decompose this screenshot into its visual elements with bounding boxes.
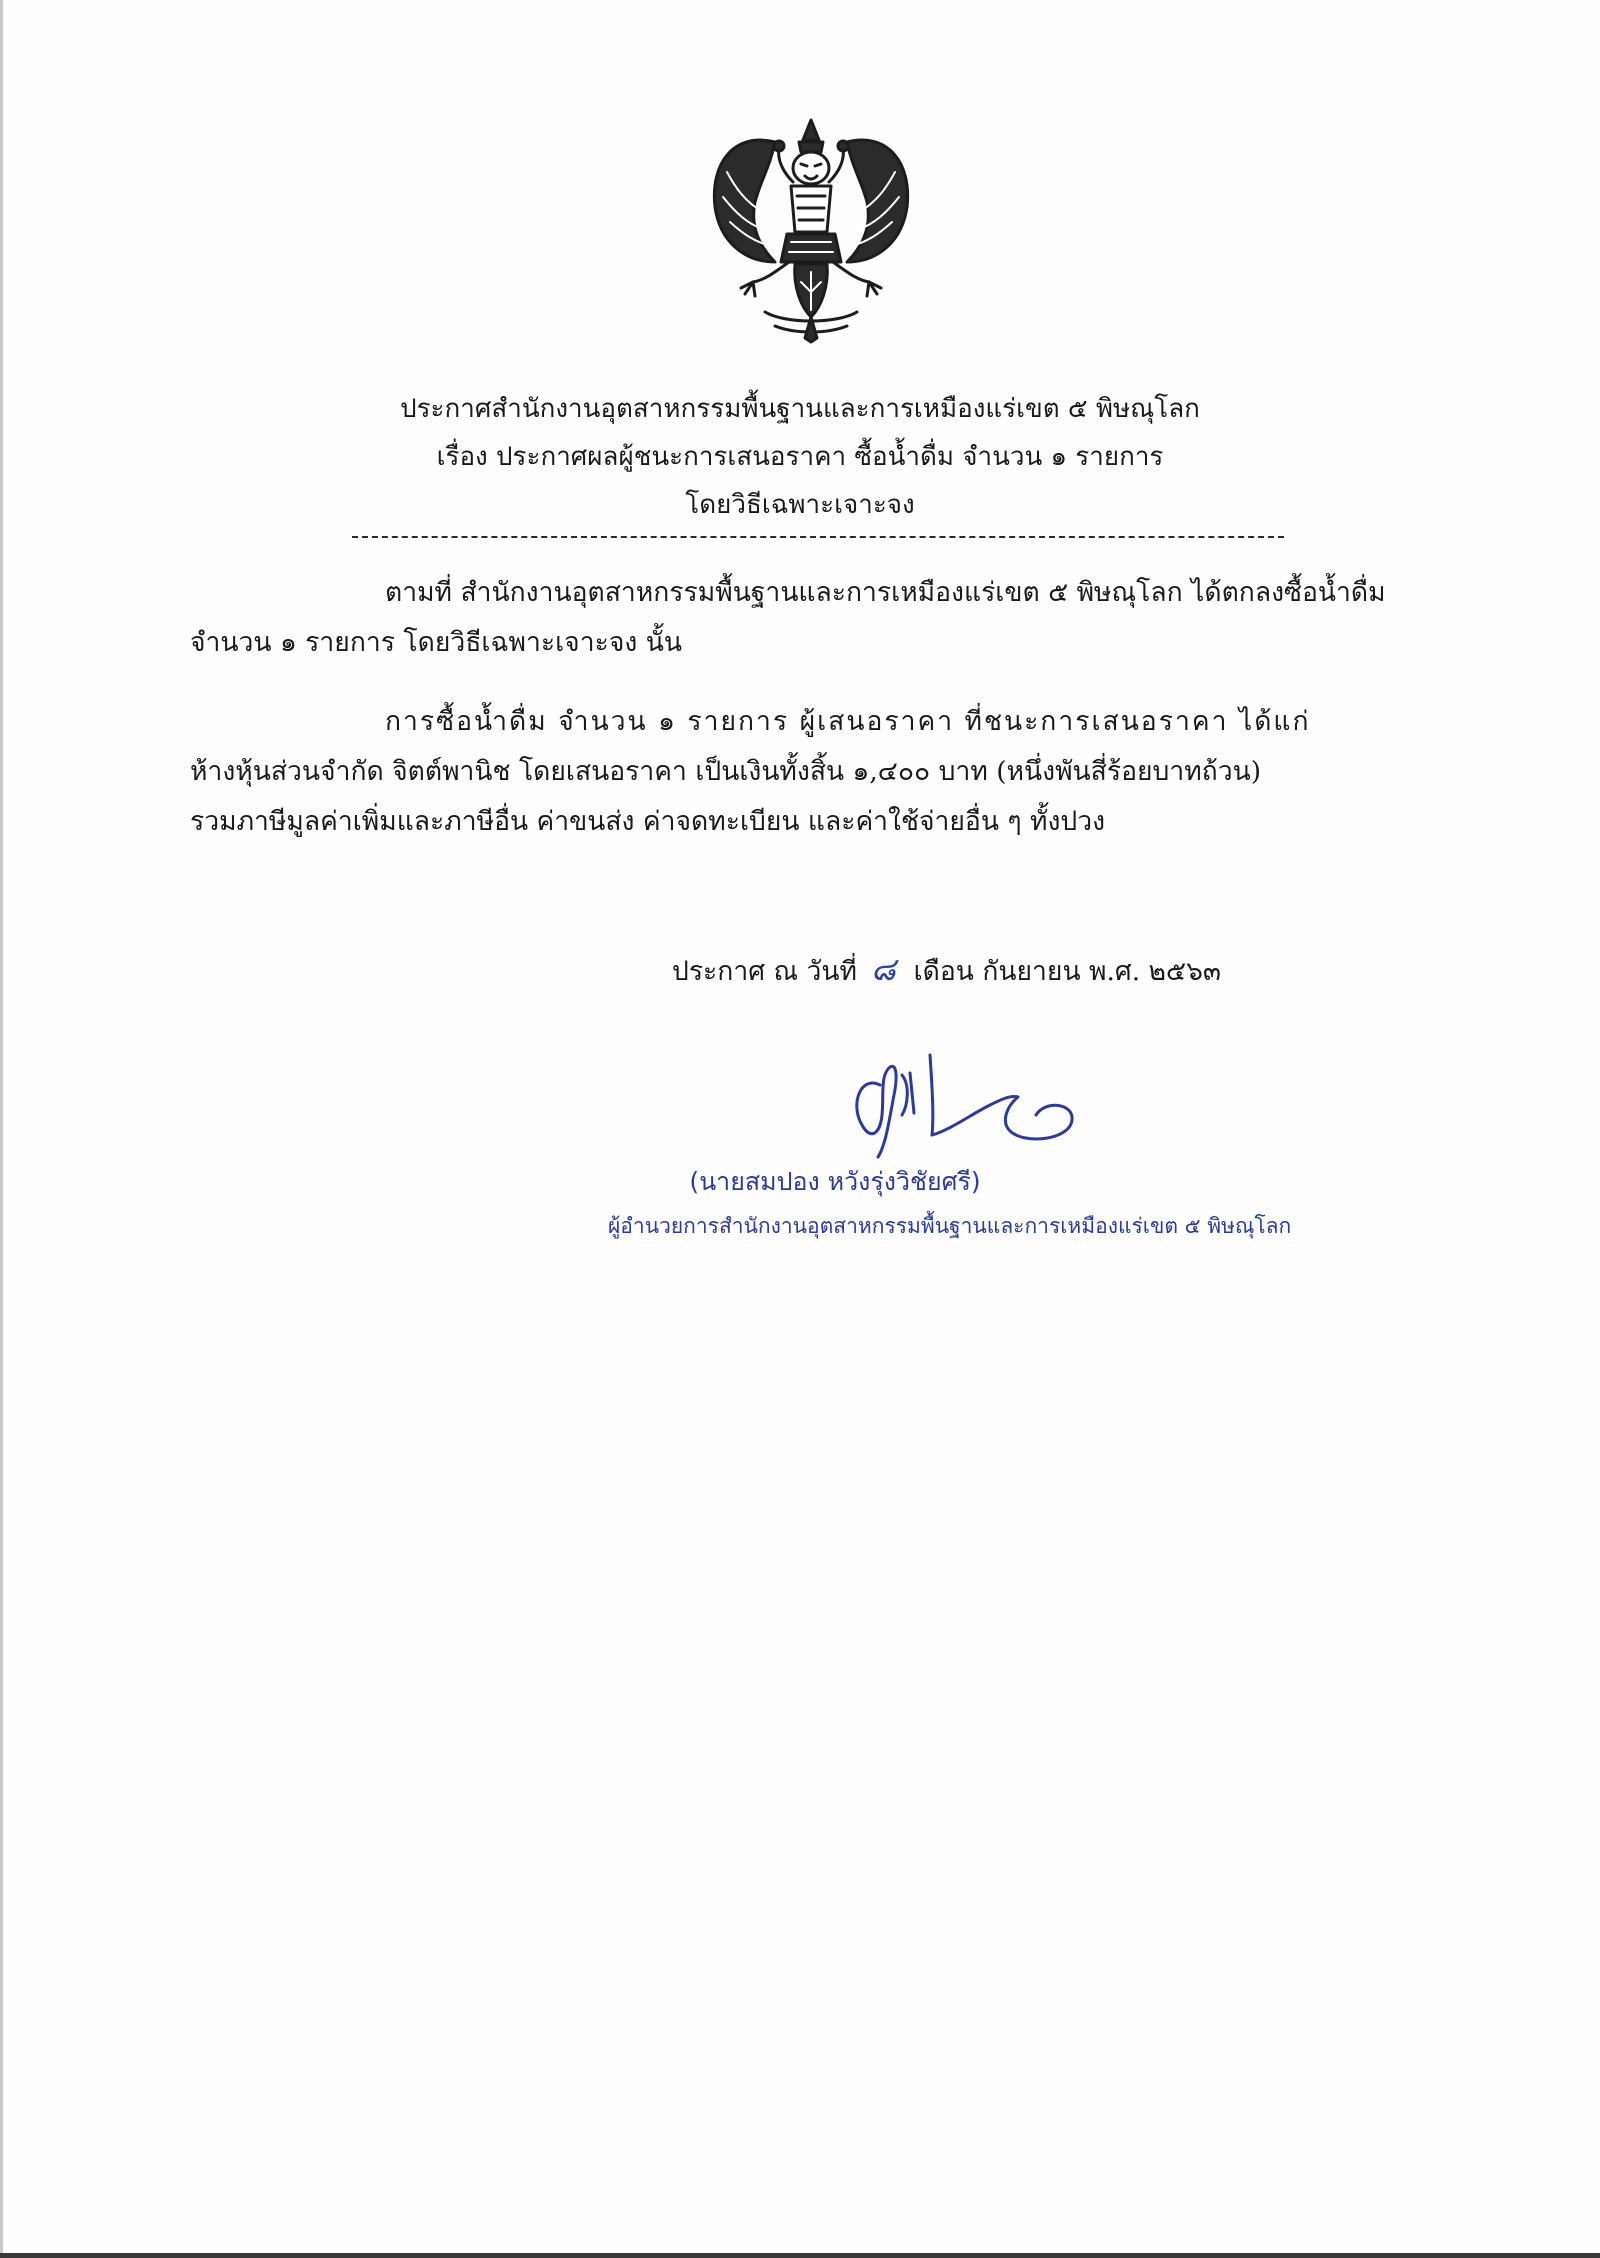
paragraph-2-line-1: การซื้อน้ำดื่ม จำนวน ๑ รายการ ผู้เสนอราคา ที่ชนะการเสนอราคา ได้แก่	[385, 706, 1311, 737]
handwritten-signature	[840, 1045, 1100, 1165]
scan-edge-bottom	[0, 2253, 1600, 2258]
announcement-prefix: ประกาศ ณ วันที่	[672, 956, 857, 987]
heading-line-3: โดยวิธีเฉพาะเจาะจง	[685, 490, 915, 520]
garuda-emblem-icon	[705, 112, 917, 344]
paragraph-1-line-2: จำนวน ๑ รายการ โดยวิธีเฉพาะเจาะจง นั้น	[190, 627, 682, 658]
signer-name: (นายสมปอง หวังรุ่งวิชัยศรี)	[689, 1167, 981, 1196]
paragraph-2-line-3: รวมภาษีมูลค่าเพิ่มและภาษีอื่น ค่าขนส่ง ค่าจดทะเบียน และค่าใช้จ่ายอื่น ๆ ทั้งปวง	[190, 806, 1106, 837]
heading-divider	[352, 536, 1284, 538]
scan-edge-left	[0, 0, 3, 2258]
announcement-date	[672, 944, 1221, 997]
paragraph-1	[190, 568, 1445, 668]
heading-line-1: ประกาศสำนักงานอุตสาหกรรมพื้นฐานและการเหมืองแร่เขต ๕ พิษณุโลก	[400, 394, 1200, 424]
signer-title: ผู้อำนวยการสำนักงานอุตสาหกรรมพื้นฐานและการเหมืองแร่เขต ๕ พิษณุโลก	[608, 1214, 1292, 1238]
heading-line-2: เรื่อง ประกาศผลผู้ชนะการเสนอราคา ซื้อน้ำดื่ม จำนวน ๑ รายการ	[436, 442, 1164, 472]
announcement-day-handwritten: ๘	[870, 950, 896, 988]
paragraph-2-line-2: ห้างหุ้นส่วนจำกัด จิตต์พานิช โดยเสนอราคา เป็นเงินทั้งสิ้น ๑,๔๐๐ บาท (หนึ่งพันสี่ร้อยบาทถ้วน)	[190, 756, 1262, 787]
paragraph-1-line-1: ตามที่ สำนักงานอุตสาหกรรมพื้นฐานและการเหมืองแร่เขต ๕ พิษณุโลก ได้ตกลงซื้อน้ำดื่ม	[385, 577, 1386, 608]
paragraph-2	[190, 697, 1445, 847]
announcement-suffix: เดือน กันยายน พ.ศ. ๒๕๖๓	[913, 956, 1222, 987]
